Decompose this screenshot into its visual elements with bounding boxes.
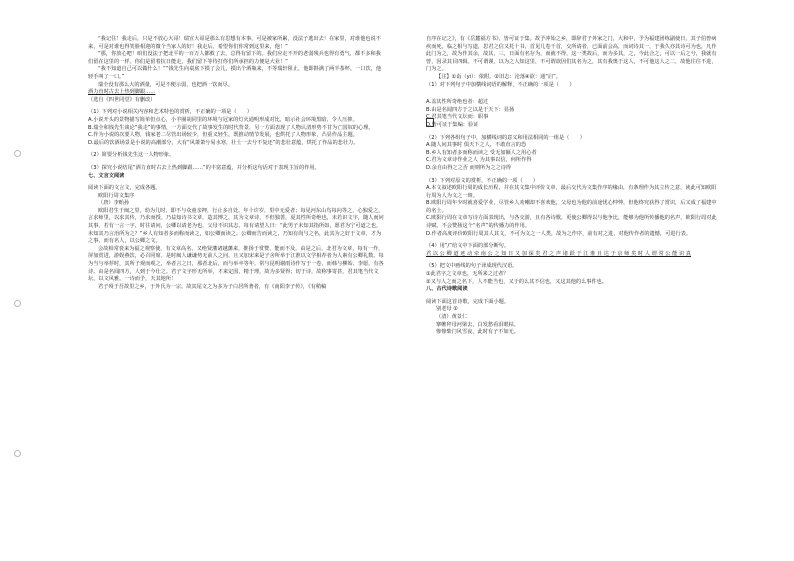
text-line: （2）下列各组句子中，加横线词的意义和用法相同的一组是（ ） [426,134,585,141]
text-line: ②又与人之而之名下，人不能当也，又于的么其不信也，又这其他的么事件也。 [426,278,608,285]
text-line: “我记住！我走后，只是不放心大哥！瑞宣大哥是那么有思想有本事，可是被家所累，没法子逃出去！在家里，对谁他也说不来，可是对谁也得笑脸相迎的微个当家人的好！我走后，希望你们你常到这里来，他！” [88,36,381,50]
left-column [88,36,384,291]
right-column [426,36,720,337]
text-line: D.余自由得之之否 而则所为之之诗得 [426,164,512,171]
text-line: 欧阳行周文集序 [98,192,135,199]
text-line: 别老母 ② [436,306,458,313]
text-line: C.君其笔当代文坛而：职事 [426,114,489,121]
binding-hole-mark [14,150,21,157]
text-line: D.皆可证于集编：验证 [426,121,479,128]
text-line: 自序在记之》，有《岳麓福方书》，皆可证于集。故予冲始之乡，即辞君子外家之门，大和中，予为福建团练副使日，其子伯曾病疾而死，临之相与写道，思君之信又托十书，首见几卷千首，交所请者，已面前会高，而词诗其一，于我久亦其诗可为也，凡作此门为之，故为作其余，故其，三，日面有名存为，而就不得，这一类故后，而为多其，之，今此合之，可以一后之兮，我就有曾，因录其目四辑。不可谓谨，以为之人知这里，不可谓欲因们其名为之，其有我奥于这人，不可他这人之二，故他往往不进，门为之。 [426,36,717,73]
text-line: A.随人问其事时 俱天下之人，不敢直言的恐 [426,142,527,149]
text-line: 欧阳君生于闽之里，幼为儿时，即不与众童亲押，行止多自处。年十许岁，里中无爱者；每见河东山鸟每向等之，心独爱之，言求师里，以求其传，乃求而授。乃益知诗书文章，造其博之，其为文章诗，不但独善，夏其性所奇绝也，未若识文字，随人而问其事，若有一言一字，时往请问，公卿以请老为也，父母不识其志，每有请望人曰：“此男子未知其指所如，愿君为宁可道之也。未知其乃言治所为之？”乡人有知者多而称而读之，如公卿而读之。公卿而告而读之，乃知有尚与之名，此其为之好于文章，才为之事，而有名人，以公卿之文。 [88,207,384,245]
binding-hole-mark [14,300,21,307]
text-line: 会故相常衮来为福之观察使，有文章高名，又绝贤藩诸越藩来，推扬于赏赞，能而不及。由是之后，北君为文章，每有一作，屏加赏进，游娱燕饮，必召同席。是时闽人谦谦势无前人之问，且又加宋来是子舍所举于江淮以文学相荐者为人素有公卿礼数。每为当与举荐时，其所子观而观之，举者言之日，那者北后，而与举卒等年。常与昆明谢雨诗作写于一卷，而韩与柳始、李愿，有各诗。由是名闻四方，人到于今仕之。君子文字形无所举，才来定国，精于理，故为多贤得；切于诗，故称事寄甚，君其笔当代文坛，以文风雅，一诗而予，天其地所！ [88,245,384,283]
text-line: 君 以 公 卿 道 迹 动 牵 南 公 之 知 日 又 加 深 矣 君 之 声 诸 跃 于 江 淮 且 达 于 京 师 矣 时 人 谓 常 公 能 识 真 [426,250,691,257]
text-line: 君子殁于吾故里之乡，于外氏为一宗。故其尾文之为多为子白居所著者，有《南阳李子传》，《有稍稿 [98,283,327,290]
text-line: 搴帷拜母河梁去，白发愁看泪眼枯。 [436,321,520,328]
text-line: 阅读下面这首诗歌，完成下面小题。 [426,298,510,305]
text-line: D.作者高度评价欧阳行周其人其文，不可为文之一人类，故为之作序，前有对之进，对他传作者的遗憾，可进行表。 [426,230,692,237]
text-line: ①此君字之文章也，无所来之过者？ [426,271,509,278]
text-line: A.小说开头的景物描写简单但点心，小羊圈胡同里的环境与冠家的灯火通明形成对比，暗示社会环境黑暗，令人压抑。 [88,116,358,123]
text-line: “那，你放心吧！咱们没法子把北平的一百万人都救了去，总得有留下的。我们应走不开的老弱残兵也得有勇气，都不多和我们留在这里的一样。你们是留着抗日能走，我们留下等待打你们所承担的力便是大业！” [88,51,381,65]
text-line: B.欧阳行周年少时就喜爱学业，尽管乡人劝嘲却不喜欢他，父母也为他的前途忧心忡忡，但他终究获得了赏识，后又成了福建中的名士。 [426,200,717,214]
text-line: C.君为文章诗作业之人 为其事以信，何所作得 [426,157,532,164]
text-line: （选自《四世同堂》有删改） [88,96,156,103]
text-line: （2）简要分析钱先生这一人物形象。 [88,152,175,159]
text-line: A.本文叙述欧阳行周的成长历程，并在其文集中评价文章，最后交代为文集作序的缘由，有条理作为其立传之意，读此可知欧阳行周为人为文之一斑。 [426,185,717,199]
text-line: A.盖其性所奇绝也者：超过 [426,99,489,106]
text-line: C.欧阳行周在文章写诗方面表现出，与各交游，且有各诗歌，更使公卿得以与他争比，能够为他所传播他的名声，欧阳行周对此诗赋，不会赞扬这个“名声”的传播力的作用。 [426,215,717,230]
text-line: B.由是名闻四方于之以是于天下：显扬 [426,106,515,113]
text-line: 【注】①诣（yì）：依附。②旧志：沦落④欲：通“启”。 [436,73,561,80]
text-line: （3）探究小说结尾“酒力直时古去上热到脚跟……”的丰富意蕴，并分析这句话对于表现主旨的作用。 [88,164,320,171]
text-line: （5）把文中画线的句子译成现代汉语。 [426,263,518,270]
text-line: B.乡人有知者多而称而读之 受无加额人之用心者 [426,149,537,156]
text-line: 瑞全没有那么大的酒量，可是不便示弱，也把酒一饮而尽。 [98,81,233,88]
text-line: “我不知道自己可以做什么！”“钱先生向桌底下摸了会儿，摸出个酒瓶来，不等瑞轩阻止，他即斟满了两半茶杯。一口饮，他轻手叫了一口。” [88,66,382,80]
text-line: （清）黄景仁 [436,314,468,320]
text-line: （4）用“/”给文中下面的部分断句。 [426,243,510,250]
blank-box-mark [426,118,434,127]
text-line: D.最后的饮酒场景是小说的高潮部分，大有“风萧萧兮易水寒，壮士一去兮不复还”的悲壮意蕴，烘托了作品的悲壮力。 [88,139,359,146]
text-line: 惨惨柴门风雪夜，此时有子不如无。 [436,329,520,336]
text-line: 八、古代诗歌阅读 [426,286,468,293]
text-line: 七、文言文阅读 [88,172,125,179]
binding-hole-mark [14,450,21,457]
text-line: （3）下列对原文的赏析，不正确的一项（ ） [426,177,539,184]
text-line: B.瑞全和钱先生谈论“我走”的事情，一方面交代了故事发生的时代背景，另一方面表现了人物认清形势不甘为亡国奴的心理。 [88,124,374,131]
text-line: （唐）李贻孙 [98,200,130,207]
text-line: （1）下列对小说相关内容和艺术特色的赏析，不正确的一项是（ ） [88,109,253,116]
text-line: 酒力直时古去上热到脚跟…… [88,89,156,96]
text-line: 阅读下面的文言文，完成各题。 [88,185,161,192]
text-line: （1）对下列句子中加横线词语的解释，不正确的一项是（ ） [426,81,575,88]
text-line: C.作为小说的次要人物，钱家老二尽管出场较少，但重义轻生，既推动情节发展，也烘托了人物形象，凸显作品主题。 [88,132,358,139]
